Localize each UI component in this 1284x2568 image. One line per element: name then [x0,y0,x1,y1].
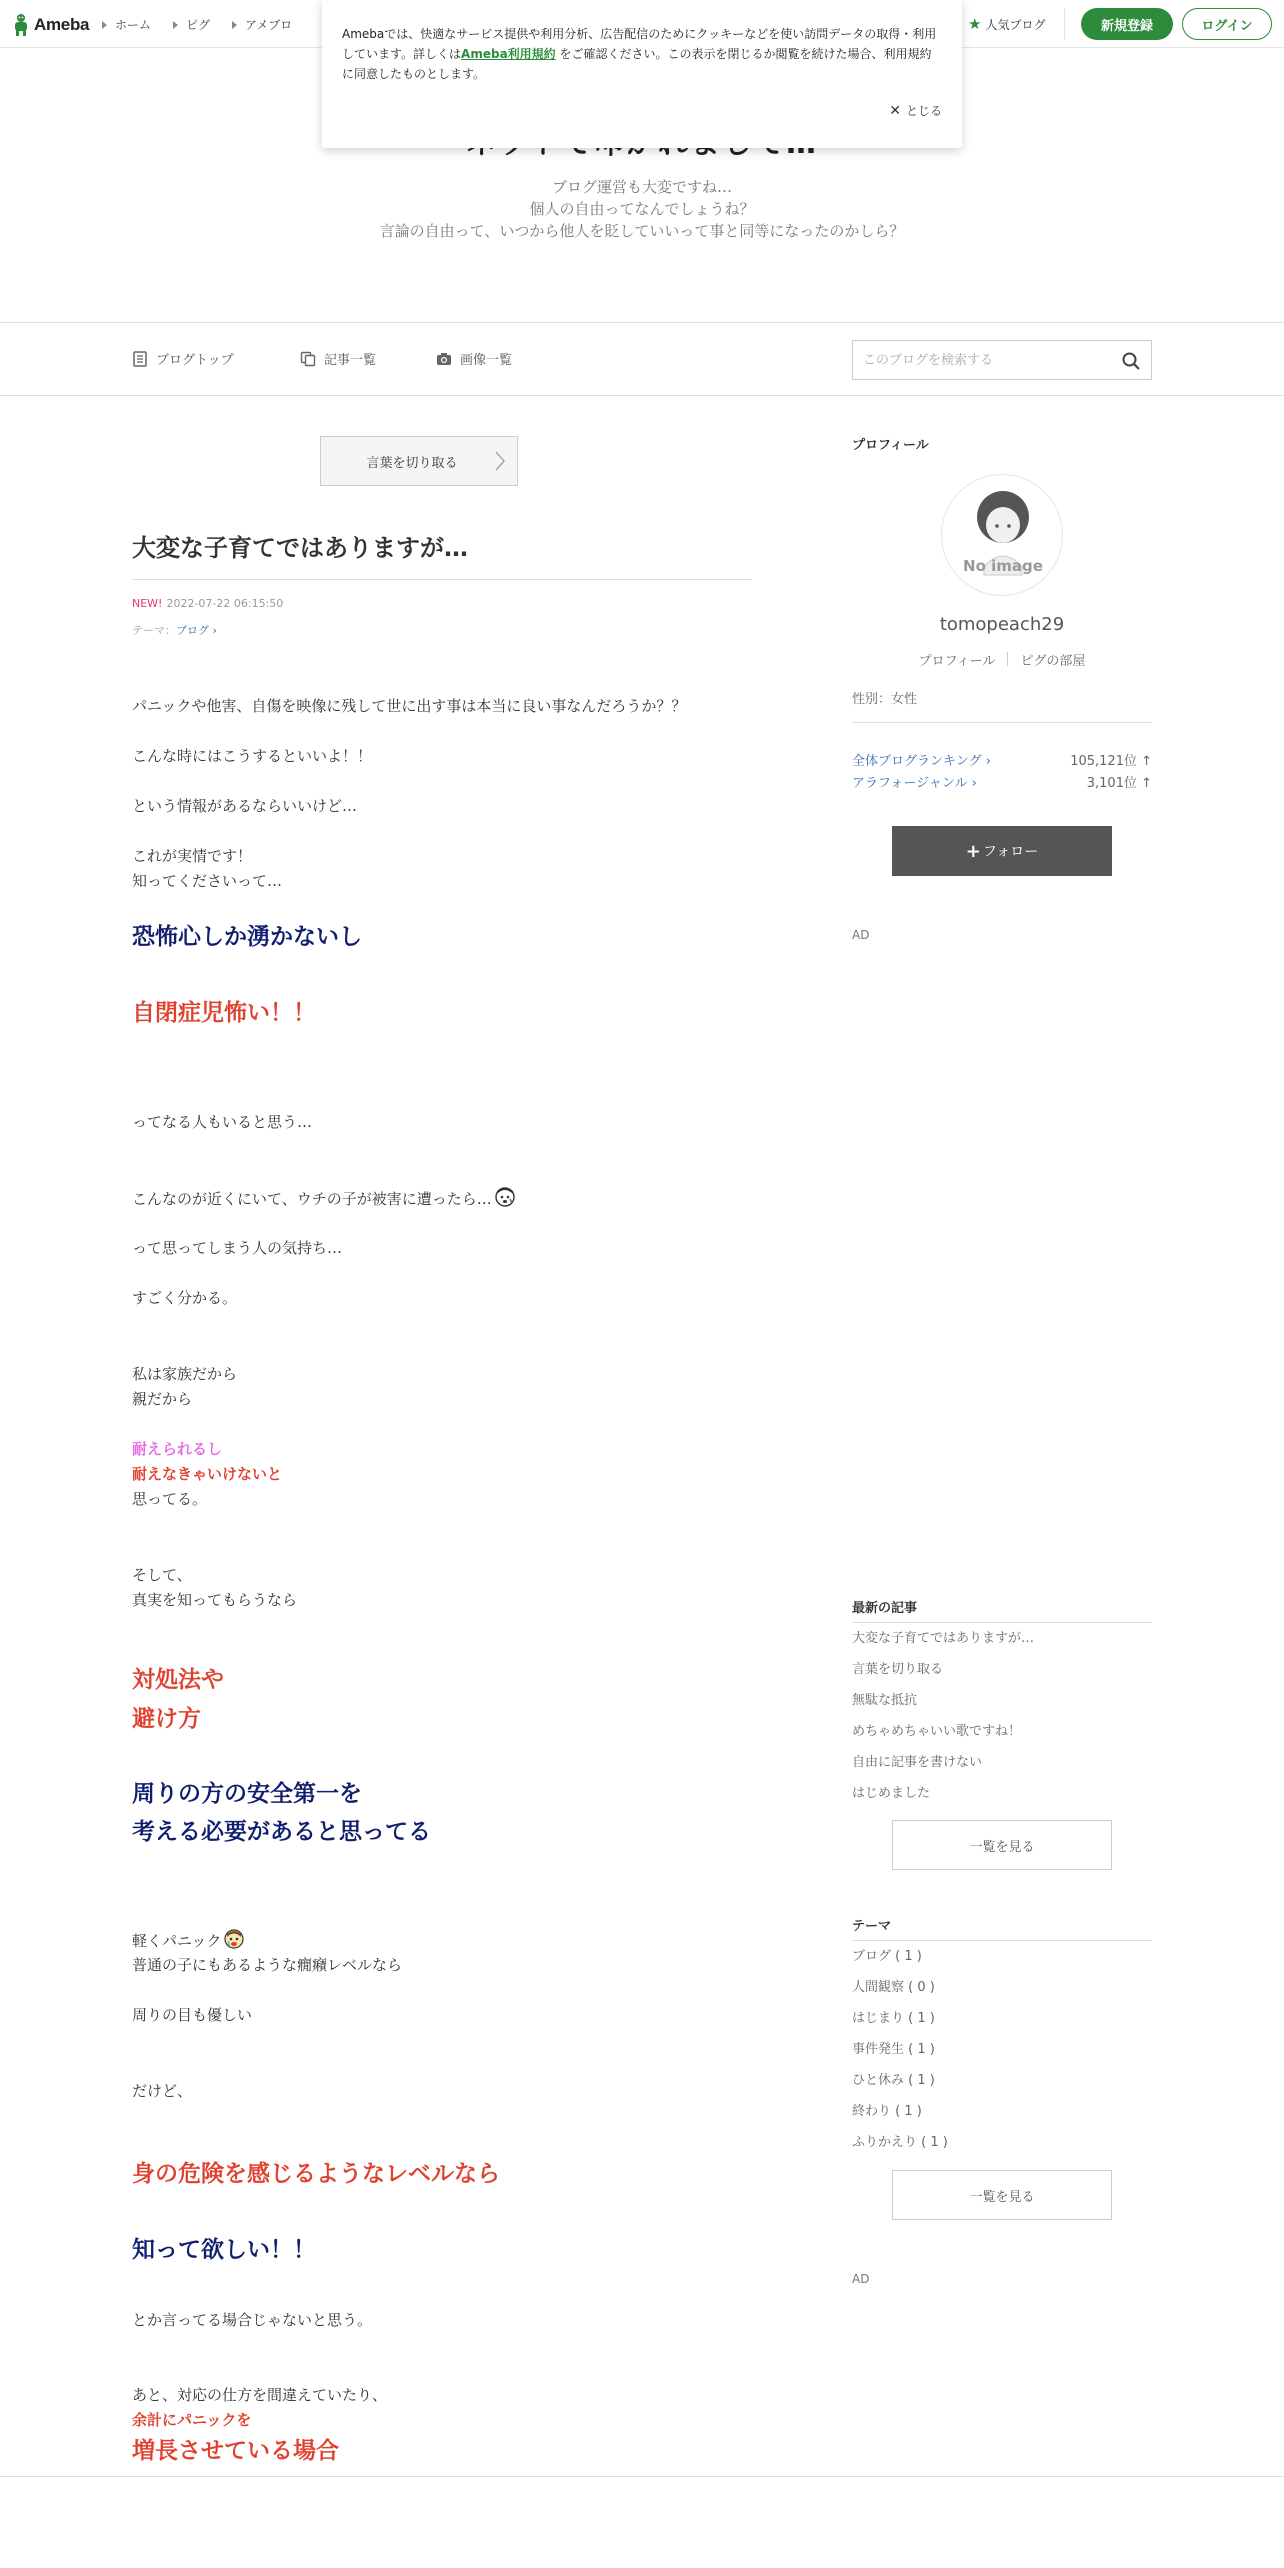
prev-entry-button[interactable] [320,436,518,486]
nav-home[interactable] [102,16,151,33]
theme-item[interactable]: はじまり ( 1 ) [852,2011,935,2026]
theme-heading: テーマ [852,1919,892,1934]
header-divider [1064,8,1065,40]
entry-paragraph [132,1928,245,1954]
blog-nav [0,322,1284,396]
entry-list-label: 記事一覧 [324,353,377,368]
follow-label: フォロー [982,844,1039,860]
entry-paragraph: だけど、 [132,2082,193,2100]
theme-link-label: ブログ [176,624,209,637]
latest-entry-link[interactable]: めちゃめちゃいい歌ですね！ [852,1724,1022,1739]
caret-right-icon [102,21,107,29]
nav-pig[interactable] [173,16,210,33]
image-list-label: 画像一覧 [460,353,513,368]
entry-heading: 身の危険を感じるようなレベルなら [132,2161,500,2187]
ranking-overall-label: 全体ブログランキング [852,754,982,769]
plus-icon: + [965,840,981,862]
entry-paragraph: って思ってしまう人の気持ち… [132,1239,343,1257]
entry-emphasis: 耐えなきゃいけないと [132,1465,283,1483]
ad-label: AD [852,928,870,942]
theme-item[interactable]: ブログ ( 1 ) [852,1949,922,1964]
theme-item[interactable]: 人間観察 ( 0 ) [852,1980,935,1995]
popular-blog-link[interactable] [968,16,1045,33]
ranking-genre-link[interactable]: アラフォージャンル › [852,776,977,791]
profile-link[interactable]: プロフィール [918,654,996,669]
cookie-text [342,24,942,84]
close-icon: ✕ [889,102,901,119]
no-image-label: No image [963,557,1043,575]
nav-pig-label: ピグ [186,18,211,32]
pig-room-link[interactable]: ピグの部屋 [1020,654,1086,669]
entry-paragraph: あと、対応の仕方を間違えていたり、 [132,2386,388,2404]
nav-ameblo-label: アメブロ [245,18,293,32]
entry-paragraph: これが実情です！ [132,847,253,865]
profile-heading: プロフィール [852,438,929,453]
theme-item[interactable]: ひと休み ( 1 ) [852,2073,935,2088]
follow-button[interactable] [892,826,1112,876]
theme-link[interactable]: ブログ › [176,624,217,637]
document-icon [132,351,148,367]
copy-icon [300,351,316,367]
entry-list-link[interactable] [300,349,376,368]
logo-text: Ameba [34,15,90,34]
avatar[interactable] [941,474,1063,596]
entry-theme [132,622,217,638]
search-icon[interactable] [1121,351,1141,371]
cookie-consent-dialog [322,0,962,148]
ameba-logo-icon [12,13,30,37]
blog-description [0,176,1284,242]
latest-entry-link[interactable]: 言葉を切り取る [852,1662,944,1677]
entry-heading: 自閉症児怖い！！ [132,1000,316,1026]
theme-item[interactable]: ふりかえり ( 1 ) [852,2135,948,2150]
signup-button[interactable]: 新規登録 [1081,8,1173,40]
caret-right-icon [173,21,178,29]
theme-label: テーマ： [132,624,176,637]
username[interactable]: tomopeach29 [939,614,1065,635]
entry-heading: 恐怖心しか湧かないし [132,924,362,950]
login-button[interactable]: ログイン [1182,8,1272,40]
entry-paragraph: すごく分かる。 [132,1289,238,1307]
cookie-close-label: とじる [905,104,942,118]
entry-text: 軽くパニック [132,1932,222,1950]
entry-text: こんなのが近くにいて、ウチの子が被害に遭ったら… [132,1190,492,1208]
camera-icon [436,351,452,367]
latest-entry-link[interactable]: 無駄な抵抗 [852,1693,918,1708]
global-nav [102,16,314,33]
latest-entry-link[interactable]: 大変な子育てではありますが… [852,1631,1035,1646]
entry-heading: 対処法や [132,1667,224,1693]
entry-heading: 増長させている場合 [132,2438,339,2464]
latest-see-all-button[interactable]: 一覧を見る [892,1820,1112,1870]
entry-emphasis: 耐えられるし [132,1440,223,1458]
blog-description-line: 言論の自由って、いつから他人を貶していいって事と同等になったのかしら？ [379,222,905,240]
entry-paragraph: パニックや他害、自傷を映像に残して世に出す事は本当に良い事なんだろうか？？ [132,697,687,715]
ranking-overall-link[interactable]: 全体ブログランキング › [852,754,991,769]
caret-right-icon [232,21,237,29]
ranking-overall [852,750,1152,769]
entry-paragraph [132,1186,516,1212]
scared-face-emoji-icon [494,1186,516,1208]
blog-description-line: ブログ運営も大変ですね… [551,178,732,196]
divider [1007,652,1008,666]
terms-link[interactable]: Ameba利用規約 [461,47,556,61]
ranking-overall-value: 105,121位 ↑ [1070,754,1152,769]
ranking-genre [852,772,1152,791]
entry-heading: 知って欲しい！！ [132,2237,316,2263]
gender: 性別：女性 [852,692,918,707]
theme-item[interactable]: 終わり ( 1 ) [852,2104,922,2119]
ad-label: AD [852,2272,870,2286]
prev-entry-label: 言葉を切り取る [366,455,458,471]
popular-blog-label: 人気ブログ [985,18,1046,32]
entry-emphasis: 余計にパニックを [132,2411,252,2429]
entry-paragraph: 真実を知ってもらうなら [132,1591,298,1609]
latest-entry-link[interactable]: はじめました [852,1786,931,1801]
blog-search [852,340,1152,380]
blog-search-input[interactable] [853,341,1103,379]
entry-heading: 避け方 [132,1706,201,1732]
entry-title[interactable]: 大変な子育てではありますが… [132,528,752,580]
nav-ameblo[interactable] [232,16,292,33]
blog-top-label: ブログトップ [156,353,234,368]
entry-paragraph: 思ってる。 [132,1490,208,1508]
entry-meta [132,597,283,610]
entry-paragraph: 周りの目も優しい [132,2006,253,2024]
entry-heading: 考える必要があると思ってる [132,1819,431,1845]
profile-links [852,650,1152,669]
entry-paragraph: 親だから [132,1390,193,1408]
latest-entries-list [852,1623,1152,1809]
entry-paragraph: という情報があるならいいけど… [132,797,358,815]
ameba-logo[interactable] [12,12,89,38]
entry-paragraph: そして、 [132,1566,192,1584]
cookie-text-before: Amebaでは、快適なサービス提供や利用分析、広告配信のためにクッキーなどを使い訪問データの取得・利用しています。詳しくは [342,27,937,61]
theme-see-all-button[interactable]: 一覧を見る [892,2170,1112,2220]
entry-paragraph: こんな時にはこうするといいよ！！ [132,747,373,765]
page-divider [0,2476,1284,2477]
entry-paragraph: ってなる人もいると思う… [132,1113,313,1131]
theme-item[interactable]: 事件発生 ( 1 ) [852,2042,935,2057]
entry-paragraph: 普通の子にもあるような癇癪レベルなら [132,1956,403,1974]
entry-heading: 周りの方の安全第一を [132,1781,362,1807]
crying-face-emoji-icon [223,1928,245,1950]
divider [852,722,1152,723]
new-badge: NEW! [132,597,163,610]
chevron-right-icon [495,451,505,471]
blog-description-line: 個人の自由ってなんでしょうね？ [529,200,755,218]
cookie-text-after: をご確認ください。この表示を閉じるか閲覧を続けた場合、利用規約に同意したものとします。 [342,47,932,81]
blog-top-link[interactable] [132,349,234,368]
entry-paragraph: 私は家族だから [132,1365,238,1383]
ranking-genre-value: 3,101位 ↑ [1086,776,1152,791]
nav-home-label: ホーム [115,18,152,32]
entry-paragraph: 知ってくださいって… [132,872,283,890]
entry-paragraph: とか言ってる場合じゃないと思う。 [132,2311,373,2329]
cookie-close-button[interactable] [889,102,942,119]
latest-entry-link[interactable]: 自由に記事を書けない [852,1755,983,1770]
image-list-link[interactable] [436,349,512,368]
latest-entries-heading: 最新の記事 [852,1601,918,1616]
default-avatar-icon [942,475,1063,596]
entry-date: 2022-07-22 06:15:50 [166,597,284,610]
ranking-genre-label: アラフォージャンル [852,776,968,791]
theme-list [852,1941,1152,2158]
star-icon: ★ [968,15,982,33]
